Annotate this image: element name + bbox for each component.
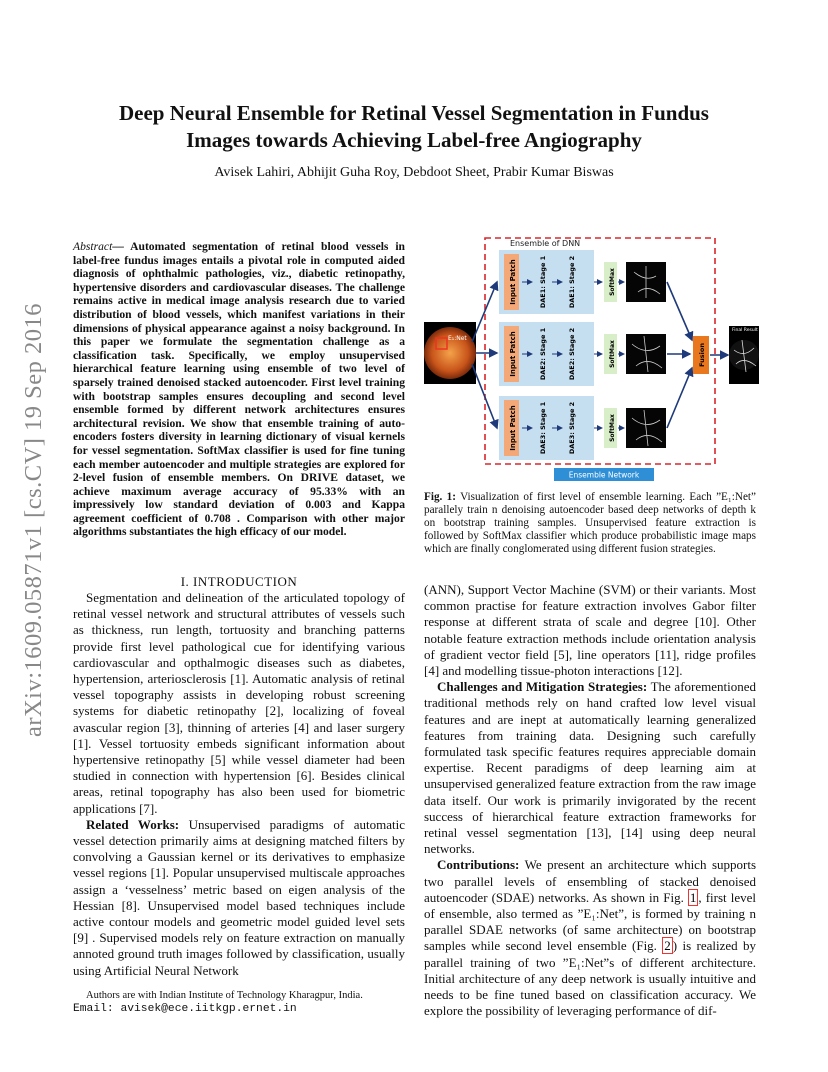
- contributions-label: Contributions:: [437, 857, 520, 873]
- figure-ref-link-1[interactable]: 1: [689, 889, 697, 905]
- svg-text:Fusion: Fusion: [698, 343, 706, 367]
- right-column-body: [424, 582, 756, 1019]
- figure-ref-link-2[interactable]: 2: [664, 938, 671, 954]
- svg-text:Ensemble Network: Ensemble Network: [568, 470, 640, 480]
- svg-text:DAE1: Stage 2: DAE1: Stage 2: [568, 255, 576, 309]
- title-line-2: Images towards Achieving Label-free Angiography: [186, 128, 642, 152]
- svg-text:DAE2: Stage 2: DAE2: Stage 2: [568, 327, 576, 381]
- svg-text:Input Patch: Input Patch: [509, 331, 517, 377]
- contributions-paragraph: Contributions: We present an architecture which supports two parallel levels of ensembling of stacked denoised autoencoder (SDAE) networks. As shown in Fig. 1 , first level of ensemble, also termed as ”E₁:Net”, is formed by training n parallel SDAE networks (of same architecture) on bootstrap samples while second level ensemble (Fig. 2 ) is realized by parallel training of two ”E₁:Net”s of different architecture. Initial architecture of any deep network is usually intuitive and needs to be fine tuned based on classification accuracy. We explore the possibility of leveraging performance of dif-: [424, 857, 757, 1019]
- related-works-label: Related Works:: [86, 816, 180, 832]
- footnote-email: Email: avisek@ece.iitkgp.ernet.in: [73, 1002, 297, 1015]
- abstract-text: — Automated segmentation of retinal blood vessels in label-free fundus images entails a pivotal role in computed aided diagnosis of ophthalmic pathologies, viz., diabetic retinopathy, hypertensive disorders and cardiovascular diseases. The challenge remains active in medical image analysis research due to varied distribution of blood vessels, which manifest variations in their dimensions of physical appearance against a noisy background. In this paper we formulate the segmentation challenge as a classification task. Specifically, we employ unsupervised hierarchical feature learning using ensemble of two level of sparsely trained denoised stacked autoencoder. First level training with bootstrap samples ensures decoupling and second level ensemble formed by different network architectures ensures architectural revision. We show that ensemble training of auto-encoders fosters diversity in learning dictionary of visual kernels for vessel segmentation. SoftMax classifier is used for fine tuning each member autoencoder and multiple strategies are explored for 2-level fusion of ensemble members. On DRIVE dataset, we achieve maximum average accuracy of 95.33% with an impressively low standard deviation of 0.003 and Kappa agreement coefficient of 0.708 . Comparison with other major algorithms substantiates the high efficacy of our model.: [73, 240, 405, 539]
- dnn-row-1: [499, 250, 666, 314]
- caption-label: Fig. 1:: [424, 491, 456, 503]
- svg-text:Input Patch: Input Patch: [509, 259, 517, 305]
- figure-caption: Fig. 1: Visualization of first level of ensemble learning. Each ”E₁:Net” parallely train n denoising autoencoder based deep networks of depth k on bootstrap training samples. Unsupervised feature extraction is followed by SoftMax classifier which produce probabilistic image maps which are finally conglomerated using different fusion strategies.: [424, 491, 757, 555]
- challenges-label: Challenges and Mitigation Strategies:: [437, 679, 648, 695]
- ann-paragraph: (ANN), Support Vector Machine (SVM) or their variants. Most common practise for feature extraction involves Gabor filter response at different strata of scale and degree [10]. Other notable feature extraction methods include orientation analysis of gradient vector field [5], line operators [11], ridge profiles [4] and modelling tissue-photon interactions [12].: [424, 582, 756, 679]
- dnn-row-2: [499, 322, 666, 386]
- intro-paragraph: Segmentation and delineation of the articulated topology of retinal vessel network and structural attributes of vessels such as thickness, run length, tortuosity and branching patterns provide first level pathological cue for identifying various cardiovascular and opthalmogic diseases such as diabetes, hypertension, arteriosclerosis [1]. Automatic analysis of retinal vessel topography assists in developing robust screening systems for diabetic retinopathy [2], localizing of foveal avascular region [3], thinning of arteries [4] and laser surgery [1]. Vessel tortuosity embeds significant information about hypertensive retinopathy [5] while vessel diameter had been studied in connection with hypertension [6]. Besides clinical areas, retinal topography has also been used for biometric applications [7].: [73, 590, 405, 816]
- ensemble-of-dnn-label: Ensemble of DNN: [510, 239, 581, 248]
- footnote-affiliation: Authors are with Indian Institute of Technology Kharagpur, India.: [86, 990, 363, 1001]
- svg-text:Final Result: Final Result: [732, 328, 758, 333]
- svg-text:DAE3: Stage 2: DAE3: Stage 2: [568, 401, 576, 455]
- left-column-body: [73, 590, 405, 979]
- svg-text:DAE1: Stage 1: DAE1: Stage 1: [539, 255, 547, 309]
- svg-text:DAE3: Stage 1: DAE3: Stage 1: [539, 401, 547, 455]
- svg-text:DAE2: Stage 1: DAE2: Stage 1: [539, 327, 547, 381]
- paper-title: [70, 100, 758, 154]
- dnn-row-3: [499, 396, 666, 460]
- title-line-1: Deep Neural Ensemble for Retinal Vessel Segmentation in Fundus: [119, 101, 709, 125]
- challenges-paragraph: Challenges and Mitigation Strategies: The aforementioned traditional methods rely on hand crafted low level visual features and are inept at automatically learning generalized features from training data. Designing such carefully formulated task specific features requires appreciable domain expertise. Recent paradigms of deep learning aim at unsupervised generalized feature extraction from the raw image data itself. Our work is primarily invigorated by the recent success of hierarchical feature extraction frameworks for retinal vessel segmentation [13], [14] using deep neural networks.: [424, 679, 756, 857]
- author-list: Avisek Lahiri, Abhijit Guha Roy, Debdoot Sheet, Prabir Kumar Biswas: [214, 165, 614, 180]
- arxiv-identifier: arXiv:1609.05871v1 [cs.CV] 19 Sep 2016: [20, 302, 47, 738]
- figure-ensemble-diagram: [424, 232, 759, 482]
- section-heading-introduction: I. INTRODUCTION: [180, 574, 298, 589]
- ein-label: E₁:Net: [448, 335, 467, 342]
- svg-text:SoftMax: SoftMax: [609, 268, 616, 296]
- footnote: [73, 990, 408, 1015]
- svg-text:SoftMax: SoftMax: [609, 340, 616, 368]
- svg-text:Input Patch: Input Patch: [509, 405, 517, 451]
- abstract-label: Abstract: [73, 240, 113, 253]
- related-works-paragraph: Related Works: Unsupervised paradigms of automatic vessel detection primarily aims at designing matched filters by convolving a Gaussian kernel or its derivatives to emphasize vessel regions [1]. Popular unsupervised multiscale approaches assign a ‘vesselness’ metric based on eigen analysis of the Hessian [8]. Unsupervised model based techniques include active contour models and geometric model guided level sets [9] . Supervised models rely on feature extraction on manually annoted ground truth images followed by classification, usually using Artificial Neural Network: [73, 816, 405, 978]
- svg-text:SoftMax: SoftMax: [609, 414, 616, 442]
- abstract: [73, 240, 405, 539]
